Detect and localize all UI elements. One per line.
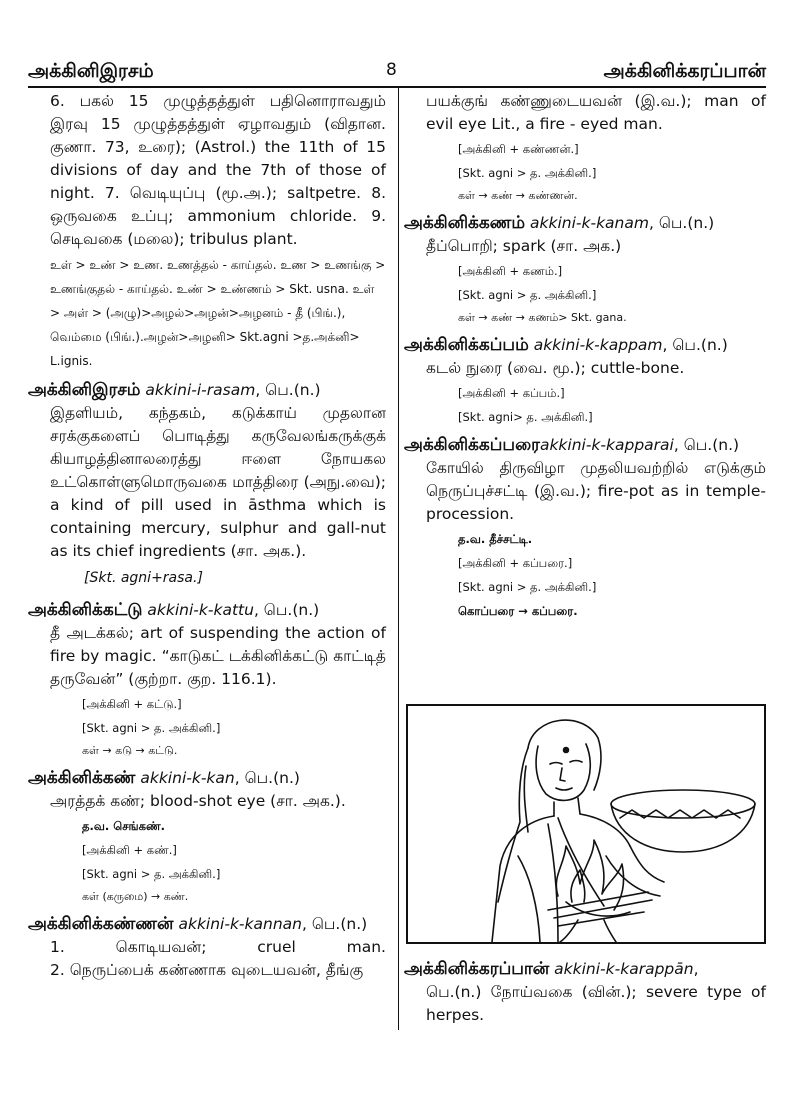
sense-number: 1. <box>50 938 65 956</box>
etymology-note: கொப்பரை → கப்பரை. <box>458 604 578 618</box>
definition: கோயில் திருவிழா முதலியவற்றில் எடுக்கும் நெருப்புச்சட்டி (இ.வ.); fire-pot as in temple-procession. <box>426 459 766 523</box>
column-divider <box>398 88 399 1030</box>
etymology-note: [அக்கினி + கப்பம்.] <box>458 386 565 400</box>
continuation-text: 6. பகல் 15 முழுத்தத்துள் பதினொராவதும் இரவு 15 முழுத்தத்துள் ஏழாவதும் (விதான. குணா. 73, உரை); (Astrol.) the 11th of 15 divisions of day and the 7th of those of night. 7. வெடியுப்பு (மூ.அ.); saltpetre. 8. ஒருவகை உப்பு; ammonium chloride. 9. செடிவகை (மலை); tribulus plant. <box>50 92 386 248</box>
definition: தீ அடக்கல்; art of suspending the action of fire by magic. “காடுகட் டக்கினிக்கட்டு காட்டித் தருவேன்” (குற்றா. குற. 116.1). <box>50 624 386 688</box>
headword: அக்கினிஇரசம் <box>28 380 141 400</box>
etymology-note: [அக்கினி + கண்.] <box>82 843 177 857</box>
dictionary-entry <box>404 334 766 428</box>
definition: பெ.(n.) நோய்வகை (வின்.); severe type of herpes. <box>426 983 766 1024</box>
headword: அக்கினிக்கட்டு <box>28 600 143 620</box>
dictionary-entry <box>28 767 386 907</box>
transliteration: akkini-k-kan <box>140 769 235 787</box>
definition: கடல் நுரை (வை. மூ.); cuttle-bone. <box>426 359 685 377</box>
transliteration: akkini-k-karappān <box>554 960 694 978</box>
transliteration: akkini-k-kannan <box>178 915 302 933</box>
definition: தீப்பொறி; spark (சா. அக.) <box>426 237 622 255</box>
dictionary-entry <box>404 958 766 1027</box>
etymology-note: [அக்கினி + கட்டு.] <box>82 697 182 711</box>
grammar-tag: , பெ.(n.) <box>253 601 320 619</box>
grammar-tag: , பெ.(n.) <box>234 769 300 787</box>
etymology-note: [அக்கினி + கணம்.] <box>458 264 563 278</box>
definition: அரத்தக் கண்; blood-shot eye (சா. அக.). <box>50 792 346 810</box>
dictionary-entry <box>404 434 766 622</box>
etymology-note: கள் → கண் → கண்ணன். <box>458 189 578 202</box>
right-column <box>404 90 766 628</box>
sense-english: cruel <box>257 938 296 956</box>
header-rule <box>28 86 766 88</box>
etymology-note: [அக்கினி + கண்ணன்.] <box>458 142 579 156</box>
etymology-note: [அக்கினி + கப்பரை.] <box>458 556 573 570</box>
headword: அக்கினிக்கணம் <box>404 213 526 233</box>
headword: அக்கினிக்கப்பம் <box>404 335 529 355</box>
transliteration: akkini-k-kapparai <box>539 436 674 454</box>
transliteration: akkini-k-kattu <box>147 601 254 619</box>
entry-continuation <box>404 90 766 206</box>
dictionary-entry <box>28 599 386 761</box>
etymology-note: [Skt. agni > த. அக்கினி.] <box>82 721 221 735</box>
grammar-tag: , பெ.(n.) <box>301 915 368 933</box>
etymology-note: [Skt. agni > த. அக்கினி.] <box>458 166 597 180</box>
fire-pot-illustration <box>406 704 766 944</box>
left-column <box>28 90 386 988</box>
continuation-text: பயக்குங் கண்ணுடையவன் (இ.வ.); man of evil eye Lit., a fire - eyed man. <box>426 92 766 133</box>
grammar-tag: , பெ.(n.) <box>255 381 321 399</box>
headword: அக்கினிக்கப்பரை <box>404 435 540 455</box>
definition: இதளியம், கந்தகம், கடுக்காய் முதலான சரக்குகளைப் பொடித்து கருவேலங்கருக்குக் கியாழத்தினாலரைத்து ஈளை நோயகல உட்கொள்ளுமொருவகை மாத்திரை (அநு.வை); a kind of pill used in āsthma which is containing mercury, sulphur and gall-nut as its chief ingredients (சா. அக.). <box>50 404 386 560</box>
transliteration: akkini-i-rasam <box>145 381 256 399</box>
left-guide-word: அக்கினிஇரசம் <box>28 60 154 82</box>
etymology-note: உள் > உண் > உண. உணத்தல் - காய்தல். உண > உணங்கு > உணங்குதல் - காய்தல். உண் > உண்ணம் > Skt. usna. உள் > அள் > (அழு)>அழல்>அழன்>அழனம் - தீ (பிங்.), வெம்மை (பிங்.).அழன்>அழனி> Skt.agni >த.அக்னி> L.ignis. <box>50 258 386 368</box>
dictionary-entry <box>28 379 386 593</box>
sense-line <box>28 936 386 959</box>
grammar-tag: , பெ.(n.) <box>662 336 728 354</box>
sense-tamil: கொடியவன்; <box>115 938 207 956</box>
etymology-note: [Skt. agni> த. அக்கினி.] <box>458 410 593 424</box>
entry-continuation <box>28 90 386 373</box>
etymology-note: கள் → கடு → கட்டு. <box>82 744 178 757</box>
etymology-note: [Skt. agni > த. அக்கினி.] <box>82 867 221 881</box>
etymology-note: கள் (கருமை) → கண். <box>82 890 189 903</box>
definition: 2. நெருப்பைக் கண்ணாக வுடையவன், தீங்கு <box>50 961 364 979</box>
etymology-note: கள் → கண் → கணம்> Skt. gana. <box>458 311 627 324</box>
page-header <box>28 60 766 86</box>
right-guide-word: அக்கினிக்கரப்பான் <box>603 60 766 82</box>
tva-note: த.வ. தீச்சட்டி. <box>458 532 533 546</box>
grammar-tag: , பெ.(n.) <box>648 214 715 232</box>
dictionary-entry <box>404 212 766 328</box>
headword: அக்கினிக்கண்ணன் <box>28 914 174 934</box>
page-number: 8 <box>386 60 397 80</box>
headword: அக்கினிக்கண் <box>28 768 136 788</box>
grammar-tag: , <box>693 960 699 978</box>
woman-carrying-fire-pot-drawing <box>408 706 764 942</box>
sense-end: man. <box>346 938 386 956</box>
transliteration: akkini-k-kappam <box>533 336 663 354</box>
transliteration: akkini-k-kanam <box>530 214 649 232</box>
dictionary-entry <box>28 913 386 982</box>
etymology-note: [Skt. agni > த. அக்கினி.] <box>458 580 597 594</box>
headword: அக்கினிக்கரப்பான் <box>404 959 550 979</box>
etymology: [Skt. agni+rasa.] <box>84 570 203 586</box>
tva-note: த.வ. செங்கண். <box>82 819 165 833</box>
etymology-note: [Skt. agni > த. அக்கினி.] <box>458 288 597 302</box>
grammar-tag: , பெ.(n.) <box>673 436 740 454</box>
